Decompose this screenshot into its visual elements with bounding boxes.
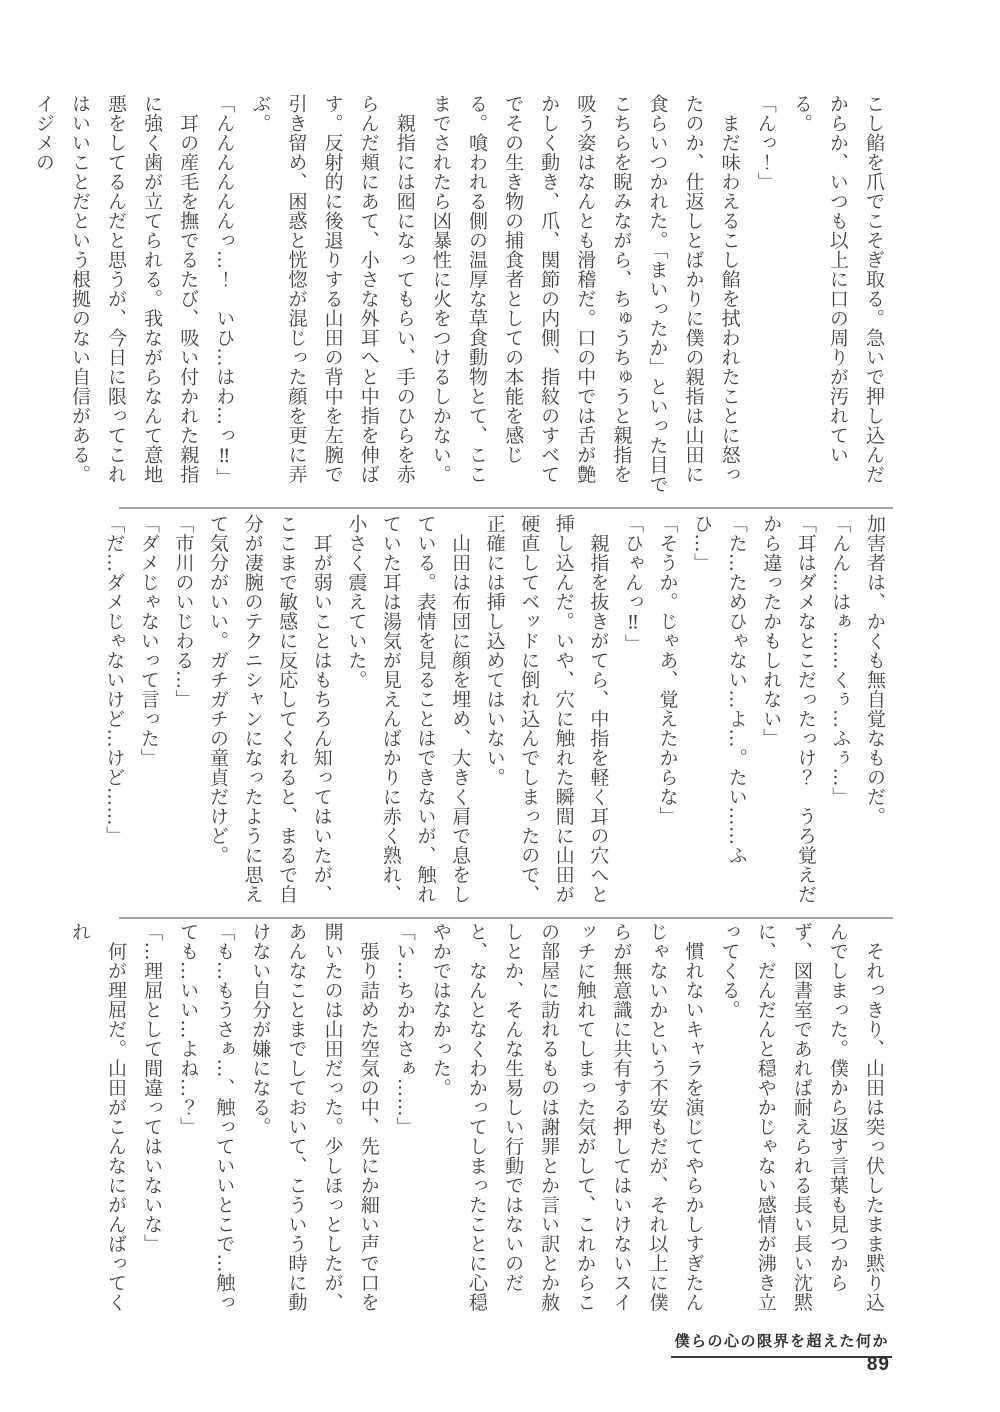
paragraph: 耳が弱いことはもちろん知ってはいたが、ここまで敏感に反応してくれると、まるで自分が凄腕のテクニシャンになったように思えて気分がいい。ガチガチの童貞だけど。 (207, 514, 333, 904)
paragraph: 親指を抜きがてら、中指を軽く耳の穴へと挿し込んだ。いや、穴に触れた瞬間に山田が硬直してベッドに倒れ込んでしまったので、正確には挿し込めてはいない。 (483, 514, 610, 904)
text-section-bottom (68, 922, 892, 1323)
dialogue-line: 「た…ためひゃない…よ…。たい……ふひ…」 (691, 514, 748, 865)
section-divider (119, 917, 893, 919)
text-section-top (32, 94, 892, 495)
paragraph: それっきり、山田は突っ伏したまま黙り込んでしまった。僕から返す言葉も見つからず、図書室であれば耐えられる長い長い沈黙に、だんだんと穏やかじゃない感情が沸き立ってくる。 (718, 922, 885, 1312)
paragraph: こし餡を爪でこそぎ取る。急いで押し込んだからか、いつも以上に口の周りが汚れている。 (790, 94, 885, 484)
dialogue-line: 「んっ！」 (754, 94, 777, 192)
dialogue-line: 「んんんんんんっ…！ いひ…はわ…っ‼」 (213, 94, 236, 487)
paragraph: 耳の産毛を撫でるたび、吸い付かれた親指に強く歯が立てられる。我ながらなんて意地悪をしてるんだと思うが、今日に限ってこれはいいことだという根拠のない自信がある。イジメの (32, 94, 200, 484)
paragraph: 加害者は、かくも無自覚なものだ。 (864, 514, 886, 826)
dialogue-line: 「も…もうさぁ…、触っていいとこで…触っても…いい…よね…？」 (177, 922, 236, 1312)
paragraph: まだ味わえるこし餡を拭われたことに怒ったのか、仕返しとばかりに僕の親指は山田に食らいつかれた。「まいったか」といった目でこちらを睨みながら、ちゅうちゅうと親指を吸う姿はなんとも滑稽だ。口の中では舌が艶かしく動き、爪、関節の内側、指紋のすべてでその生き物の捕食者としての本能を感じる。喰われる側の温厚な草食動物とて、ここまでされたら凶暴性に火をつけるしかない。 (429, 94, 741, 494)
dialogue-line: 「…理屈として間違ってはいないな」 (141, 922, 164, 1254)
text-section-middle (103, 514, 892, 913)
paragraph: 山田は布団に顔を埋め、大きく肩で息をしている。表情を見ることはできないが、触れていた耳は湯気が見えんばかりに赤く熟れ、小さく震えていた。 (345, 514, 472, 904)
dialogue-line: 「ひゃんっ‼」 (621, 514, 644, 654)
dialogue-line: 「市川のいじわる…」 (172, 514, 195, 709)
paragraph: 張り詰めた空気の中、先にか細い声で口を開いたのは山田だった。少しほっとしたが、あんなことまでしておいて、こういう時に動けない自分が嫌になる。 (249, 922, 380, 1312)
dialogue-line: 「耳はダメなとこだったっけ？ うろ覚えだから違ったかもしれない」 (760, 514, 817, 904)
dialogue-line: 「ダメじゃないって言った」 (137, 514, 160, 768)
paragraph: 親指には囮になってもらい、手のひらを赤らんだ頬にあて、小さな外耳へと中指を伸ばす。反射的に後退りする山田の背中を左腕で引き留め、困惑と恍惚が混じった顔を更に弄ぶ。 (249, 94, 416, 484)
paragraph: 慣れないキャラを演じてやらかしすぎたんじゃないかという不安もだが、それ以上に僕らが無意識に共有する押してはいけないスイッチに触れてしまった気がして、これからこの部屋に訪れるものは謝罪とか言い訳とか赦しとか、そんな生易しい行動ではないのだと、なんとなくわかってしまったことに心穏やかではなかった。 (429, 922, 705, 1312)
page-number: 89 (866, 1354, 890, 1375)
dialogue-line: 「んん…はぁ……くぅ…ふぅ…」 (829, 514, 852, 807)
section-divider (119, 507, 893, 509)
dialogue-line: 「そうか。じゃあ、覚えたからな」 (656, 514, 679, 826)
dialogue-line: 「だ…ダメじゃないけど…けど……」 (103, 514, 126, 846)
dialogue-line: 「い…ちかわさぁ……」 (393, 922, 416, 1137)
footer-chapter-title: 僕らの心の限界を超えた何か (671, 1330, 892, 1358)
paragraph: 何が理屈だ。山田がこんなにがんばってくれ (68, 922, 128, 1312)
